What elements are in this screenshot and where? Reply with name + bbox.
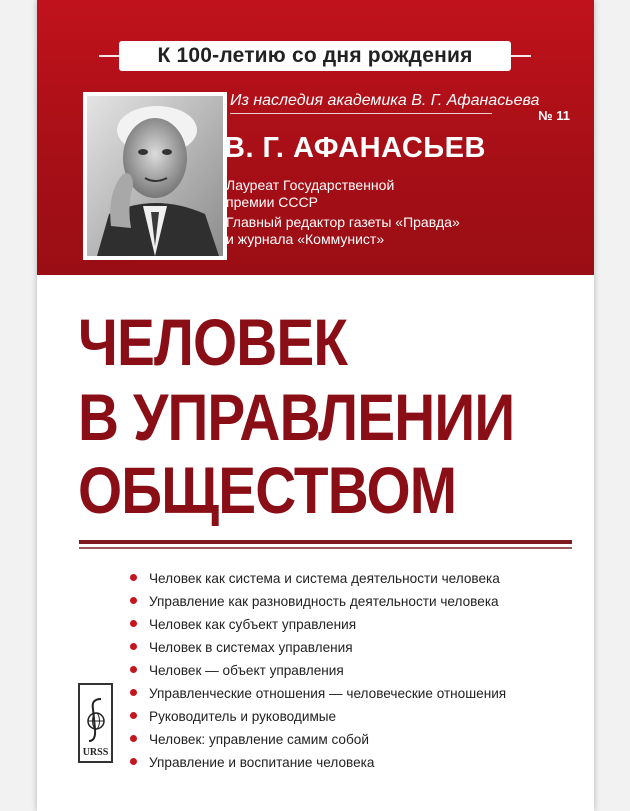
author-name: В. Г. АФАНАСЬЕВ — [224, 132, 486, 164]
author-photo — [83, 92, 227, 260]
credential-line: Лауреат Государственной — [226, 177, 395, 193]
bullet-icon — [130, 574, 137, 581]
bullet-icon — [130, 758, 137, 765]
contents-item-label: Человек — объект управления — [149, 663, 344, 678]
contents-item — [130, 659, 506, 682]
contents-item — [130, 567, 506, 590]
contents-item-label: Человек в системах управления — [149, 640, 353, 655]
book-cover — [37, 0, 594, 811]
top-banner — [37, 0, 594, 275]
contents-item-label: Человек как система и система деятельности человека — [149, 571, 500, 586]
book-title-line: ЧЕЛОВЕК — [78, 305, 348, 379]
bullet-icon — [130, 620, 137, 627]
bullet-icon — [130, 735, 137, 742]
book-title-line: В УПРАВЛЕНИИ — [78, 380, 515, 454]
anniversary-text: К 100-летию со дня рождения — [157, 44, 473, 67]
contents-item-label: Управление как разновидность деятельности человека — [149, 594, 499, 609]
divider-rule-thin — [79, 547, 572, 549]
anniversary-rule-left — [99, 55, 119, 57]
bullet-icon — [130, 666, 137, 673]
series-rule — [230, 113, 492, 114]
contents-list — [130, 567, 506, 774]
anniversary-label — [119, 41, 511, 71]
contents-item — [130, 728, 506, 751]
contents-item-label: Управление и воспитание человека — [149, 755, 375, 770]
bullet-icon — [130, 689, 137, 696]
publisher-emblem-icon — [83, 695, 109, 747]
credential-line: и журнала «Коммунист» — [226, 231, 385, 247]
divider-rule — [79, 540, 572, 544]
contents-item — [130, 613, 506, 636]
bullet-icon — [130, 597, 137, 604]
credential-line: Главный редактор газеты «Правда» — [226, 214, 460, 230]
contents-item — [130, 705, 506, 728]
series-number: № 11 — [538, 108, 570, 123]
series-title: Из наследия академика В. Г. Афанасьева — [230, 92, 540, 109]
anniversary-rule-right — [511, 55, 531, 57]
credential-line: премии СССР — [226, 194, 318, 210]
bullet-icon — [130, 712, 137, 719]
book-title-line: ОБЩЕСТВОМ — [78, 453, 457, 527]
contents-item — [130, 682, 506, 705]
contents-item — [130, 751, 506, 774]
publisher-logo-text: URSS — [82, 747, 109, 758]
contents-item-label: Управленческие отношения — человеческие отношения — [149, 686, 507, 701]
publisher-logo — [78, 683, 113, 763]
contents-item-label: Человек как субъект управления — [149, 617, 357, 632]
contents-item-label: Руководитель и руководимые — [149, 709, 337, 724]
contents-item — [130, 636, 506, 659]
contents-item-label: Человек: управление самим собой — [149, 732, 369, 747]
bullet-icon — [130, 643, 137, 650]
contents-item — [130, 590, 506, 613]
author-portrait-image — [87, 96, 223, 256]
